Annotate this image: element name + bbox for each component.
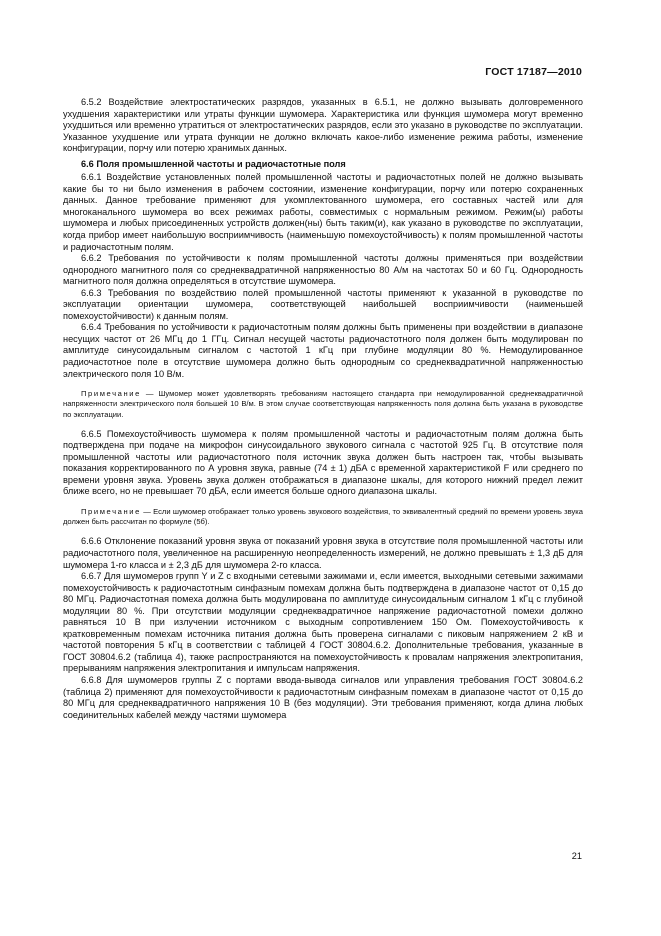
paragraph-6-6-4: 6.6.4 Требования по устойчивости к радиочастотным полям должны быть применены при воздействии в диапазоне несущих частот от 26 МГц до 1 ГГц. Сигнал несущей частоты радиочастотного поля должен быть модулирован по амплитуде синусоидальным сигналом с частотой 1 кГц при глубине модуляции 80 %. Немодулированное радиочастотное поле в отсутствие шумомера должно быть однородным со среднеквадратичной напряженностью электрического поля 10 В/м. <box>63 322 583 379</box>
section-heading-6-6: 6.6 Поля промышленной частоты и радиочастотные поля <box>81 158 346 169</box>
paragraph-6-6-1: 6.6.1 Воздействие установленных полей промышленной частоты и радиочастотных полей не должно вызывать какие бы то ни было изменения в рабочем состоянии, изменение конфигурации, порчу или потерю сохраненных данных. Данное требование применяют для укомплектованного шумомера, его составных частей или для многоканального шумомера во всех режимах работы, совместимых с нормальным режимом. Режим(ы) работы шумомера и любых присоединенных устройств должен(ны) быть таким(и), как указано в руководстве по эксплуатации, когда прибор имеет наибольшую восприимчивость (наименьшую помехоустойчивость) к полям промышленной частоты и радиочастотным полям. <box>63 172 583 252</box>
paragraph-6-6-2: 6.6.2 Требования по устойчивости к полям промышленной частоты должны применяться при воздействии однородного магнитного поля со среднеквадратичной напряженностью 80 А/м на частотах 50 и 60 Гц. Однородность магнитного поля должна определяться в отсутствие шумомера. <box>63 253 583 287</box>
paragraph-6-6-7: 6.6.7 Для шумомеров групп Y и Z с входными сетевыми зажимами и, если имеется, выходными сетевыми зажимами помехоустойчивость к радиочастотным синфазным помехам должна быть подтверждена в диапазоне частот от 0,15 до 80 МГц. Радиочастотная помеха должна быть модулирована по амплитуде синусоидальным сигналом 1 кГц с глубиной модуляции 80 %. При отсутствии модуляции среднеквадратичное напряжение радиочастотной помехи должно равняться 10 В при излучении источником с выходным сопротивлением 150 Ом. Помехоустойчивость к кратковременным помехам источника питания должна быть проверена сигналами с пиковым напряжением 2 кВ и частотой повторения 5 кГц в соответствии с таблицей 4 ГОСТ 30804.6.2. Дополнительные требования, указанные в ГОСТ 30804.6.2 (таблица 4), также распространяются на помехоустойчивость к провалам напряжения электропитания, прерываниям напряжения электропитания и импульсам напряжения. <box>63 571 583 674</box>
note-1-label: Примечание <box>81 389 141 399</box>
note-2 <box>63 507 583 527</box>
paragraph-6-6-3: 6.6.3 Требования по воздействию полей промышленной частоты применяют к указанной в руководстве по эксплуатации ориентации шумомера, соответствующей наибольшей восприимчивости (наименьшей помехоустойчивости) к данным полям. <box>63 287 583 321</box>
document-body <box>63 97 583 721</box>
paragraph-6-5-2: 6.5.2 Воздействие электростатических разрядов, указанных в 6.5.1, не должно вызывать долговременного ухудшения характеристики или утраты функции шумомера. Характеристика или функция шумомера могут временно ухудшиться или временно утратиться от электростатических разрядов, если это указано в руководстве по эксплуатации. Указанное ухудшение или утрата функции не должно включать какое-либо изменение режима работы, изменение конфигурации, порчу или потерю хранимых данных. <box>63 97 583 154</box>
note-2-text: — Если шумомер отображает только уровень звукового воздействия, то эквивалентный средний по времени уровень звука должен быть рассчитан по формуле (5б). <box>63 507 583 527</box>
page-number: 21 <box>571 851 582 861</box>
note-1 <box>63 389 583 420</box>
note-1-text: — Шумомер может удовлетворять требованиям настоящего стандарта при немодулированной среднеквадратичной напряженности электрического поля большей 10 В/м. В этом случае соответствующая напряженность поля должна быть указана в руководстве по эксплуатации. <box>63 389 583 419</box>
note-2-label: Примечание <box>81 507 141 517</box>
paragraph-6-6-6: 6.6.6 Отклонение показаний уровня звука от показаний уровня звука в отсутствие поля промышленной частоты или радиочастотного поля, увеличенное на расширенную неопределенность измерений, не должно превышать ± 1,3 дБ для шумомера 1-го класса и ± 2,3 дБ для шумомера 2-го класса. <box>63 536 583 570</box>
paragraph-6-6-5: 6.6.5 Помехоустойчивость шумомера к полям промышленной частоты и радиочастотным полям должна быть подтверждена при подаче на микрофон синусоидального звукового сигнала с частотой 925 Гц. В отсутствие поля промышленной частоты или радиочастотного поля источник звука должен быть настроен так, чтобы вызывать показания корректированного по А уровня звука, равные (74 ± 1) дБА с временной характеристикой F или среднего по времени уровня звука. Уровень звука должен отображаться в диапазоне шкалы, для которого нижний предел лежит ближе всего, но не превышает 70 дБА, если имеется больше одного диапазона шкалы. <box>63 428 583 497</box>
document-header: ГОСТ 17187—2010 <box>485 66 582 78</box>
paragraph-6-6-8: 6.6.8 Для шумомеров группы Z с портами ввода-вывода сигналов или управления требования ГОСТ 30804.6.2 (таблица 2) применяют для помехоустойчивости к радиочастотным синфазным помехам в диапазоне частот от 0,15 до 80 МГц для среднеквадратичного напряжения 10 В (без модуляции). Эти требования применяют, когда длина любых соединительных кабелей между частями шумомера <box>63 674 583 720</box>
